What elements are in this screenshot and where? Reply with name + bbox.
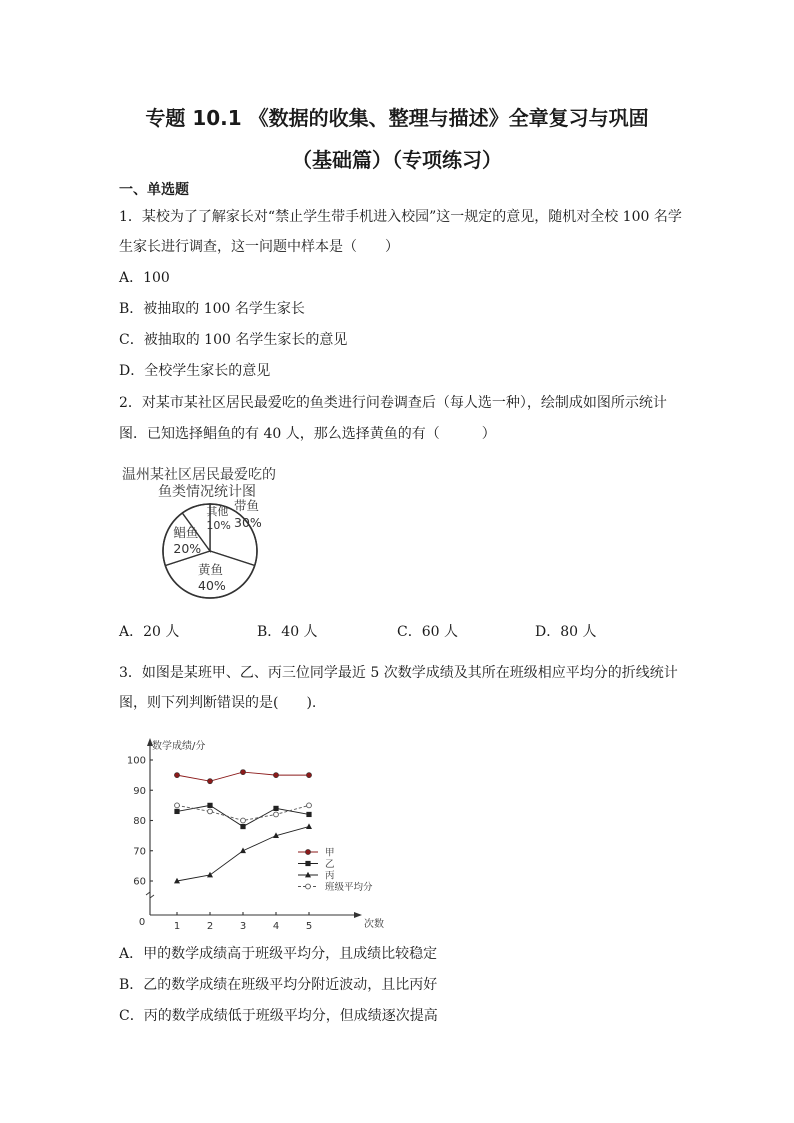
series-1-point-2	[207, 779, 212, 784]
q1-option-a: A．100	[119, 270, 170, 286]
q2-option-b: B．40 人	[257, 624, 318, 640]
series-4-point-3	[241, 818, 246, 823]
pie-slice-value-1: 30%	[234, 514, 262, 530]
q2-option-a: A．20 人	[119, 624, 180, 640]
q1-option-c: C．被抽取的 100 名学生家长的意见	[119, 332, 348, 348]
q1-option-d: D．全校学生家长的意见	[119, 363, 271, 379]
q2-option-c: C．60 人	[397, 624, 458, 640]
series-3-point-3	[240, 848, 246, 854]
series-1-point-3	[240, 770, 245, 775]
q2-stem-line1: 2．对某市某社区居民最爱吃的鱼类进行问卷调查后（每人选一种），绘制成如图所示统计	[119, 395, 667, 411]
series-1-point-1	[174, 773, 179, 778]
legend-label-2: 乙	[325, 859, 335, 870]
series-2-point-5	[306, 812, 311, 817]
series-4-point-2	[208, 809, 213, 814]
x-axis-label: 次数	[364, 919, 384, 930]
section-heading: 一、单选题	[119, 182, 189, 198]
q1-stem-line2: 生家长进行调查，这一问题中样本是（ ）	[119, 239, 399, 255]
legend-marker-4	[306, 884, 311, 889]
pie-slice-name-3: 鲳鱼	[173, 525, 199, 540]
y-tick-label-70: 70	[133, 846, 146, 858]
q1-stem-line1: 1．某校为了了解家长对“禁止学生带手机进入校园”这一规定的意见，随机对全校 100 名学	[119, 209, 682, 225]
q2-option-d: D．80 人	[535, 624, 597, 640]
legend-label-1: 甲	[325, 847, 335, 859]
q3-option-a: A．甲的数学成绩高于班级平均分，且成绩比较稳定	[119, 946, 438, 962]
q3-stem-line1: 3．如图是某班甲、乙、丙三位同学最近 5 次数学成绩及其所在班级相应平均分的折线统计	[119, 665, 678, 681]
y-tick-label-80: 80	[133, 816, 146, 827]
y-tick-label-60: 60	[133, 876, 146, 888]
series-3-point-5	[306, 823, 312, 829]
page-title-line1: 专题 10.1 《数据的收集、整理与描述》全章复习与巩固	[145, 106, 649, 130]
pie-chart-figure	[118, 460, 288, 610]
y-tick-label-100: 100	[126, 755, 146, 767]
y-tick-label-90: 90	[133, 785, 146, 797]
legend-label-3: 丙	[325, 870, 335, 882]
series-2-point-3	[240, 824, 245, 829]
origin-label: 0	[138, 917, 146, 928]
legend-marker-1	[305, 849, 310, 854]
x-tick-label-5: 5	[305, 921, 313, 932]
series-4-point-1	[175, 803, 180, 808]
series-2-point-2	[207, 803, 212, 808]
y-axis-break	[146, 892, 154, 898]
q3-option-b: B．乙的数学成绩在班级平均分附近波动，且比丙好	[119, 977, 438, 993]
q3-option-c: C．丙的数学成绩低于班级平均分，但成绩逐次提高	[119, 1008, 438, 1024]
x-tick-label-4: 4	[272, 921, 280, 932]
q1-option-b: B．被抽取的 100 名学生家长	[119, 301, 305, 317]
pie-slice-name-1: 带鱼	[234, 497, 260, 513]
y-axis-label: 数学成绩/分	[152, 741, 206, 752]
pie-slice-value-3: 20%	[173, 541, 202, 556]
series-2-point-4	[273, 806, 278, 811]
legend-label-4: 班级平均分	[325, 882, 373, 893]
series-2-point-1	[174, 809, 179, 814]
pie-slice-name-4: 其他	[206, 505, 229, 519]
series-3-point-2	[207, 872, 213, 878]
x-tick-label-2: 2	[206, 921, 214, 932]
series-4-point-5	[307, 803, 312, 808]
series-4-point-4	[274, 812, 279, 817]
pie-slice-name-2: 黄鱼	[198, 562, 224, 578]
pie-title-line1: 温州某社区居民最爱吃的	[122, 467, 276, 483]
page-title-line2: （基础篇）（专项练习）	[292, 148, 502, 172]
q2-stem-line2: 图．已知选择鲳鱼的有 40 人，那么选择黄鱼的有（ ）	[119, 426, 496, 442]
legend-marker-2	[305, 861, 310, 866]
line-chart-figure	[120, 730, 400, 935]
q3-stem-line2: 图，则下列判断错误的是( ).	[119, 695, 317, 711]
pie-slice-value-4: 10%	[206, 519, 231, 533]
pie-slice-value-2: 40%	[198, 578, 226, 594]
series-line-3	[177, 827, 309, 881]
x-tick-label-1: 1	[173, 921, 181, 932]
series-1-point-4	[273, 773, 278, 778]
pie-title-line2: 鱼类情况统计图	[158, 484, 256, 500]
x-tick-label-3: 3	[239, 921, 247, 932]
x-axis-arrow	[354, 912, 362, 918]
series-1-point-5	[306, 773, 311, 778]
